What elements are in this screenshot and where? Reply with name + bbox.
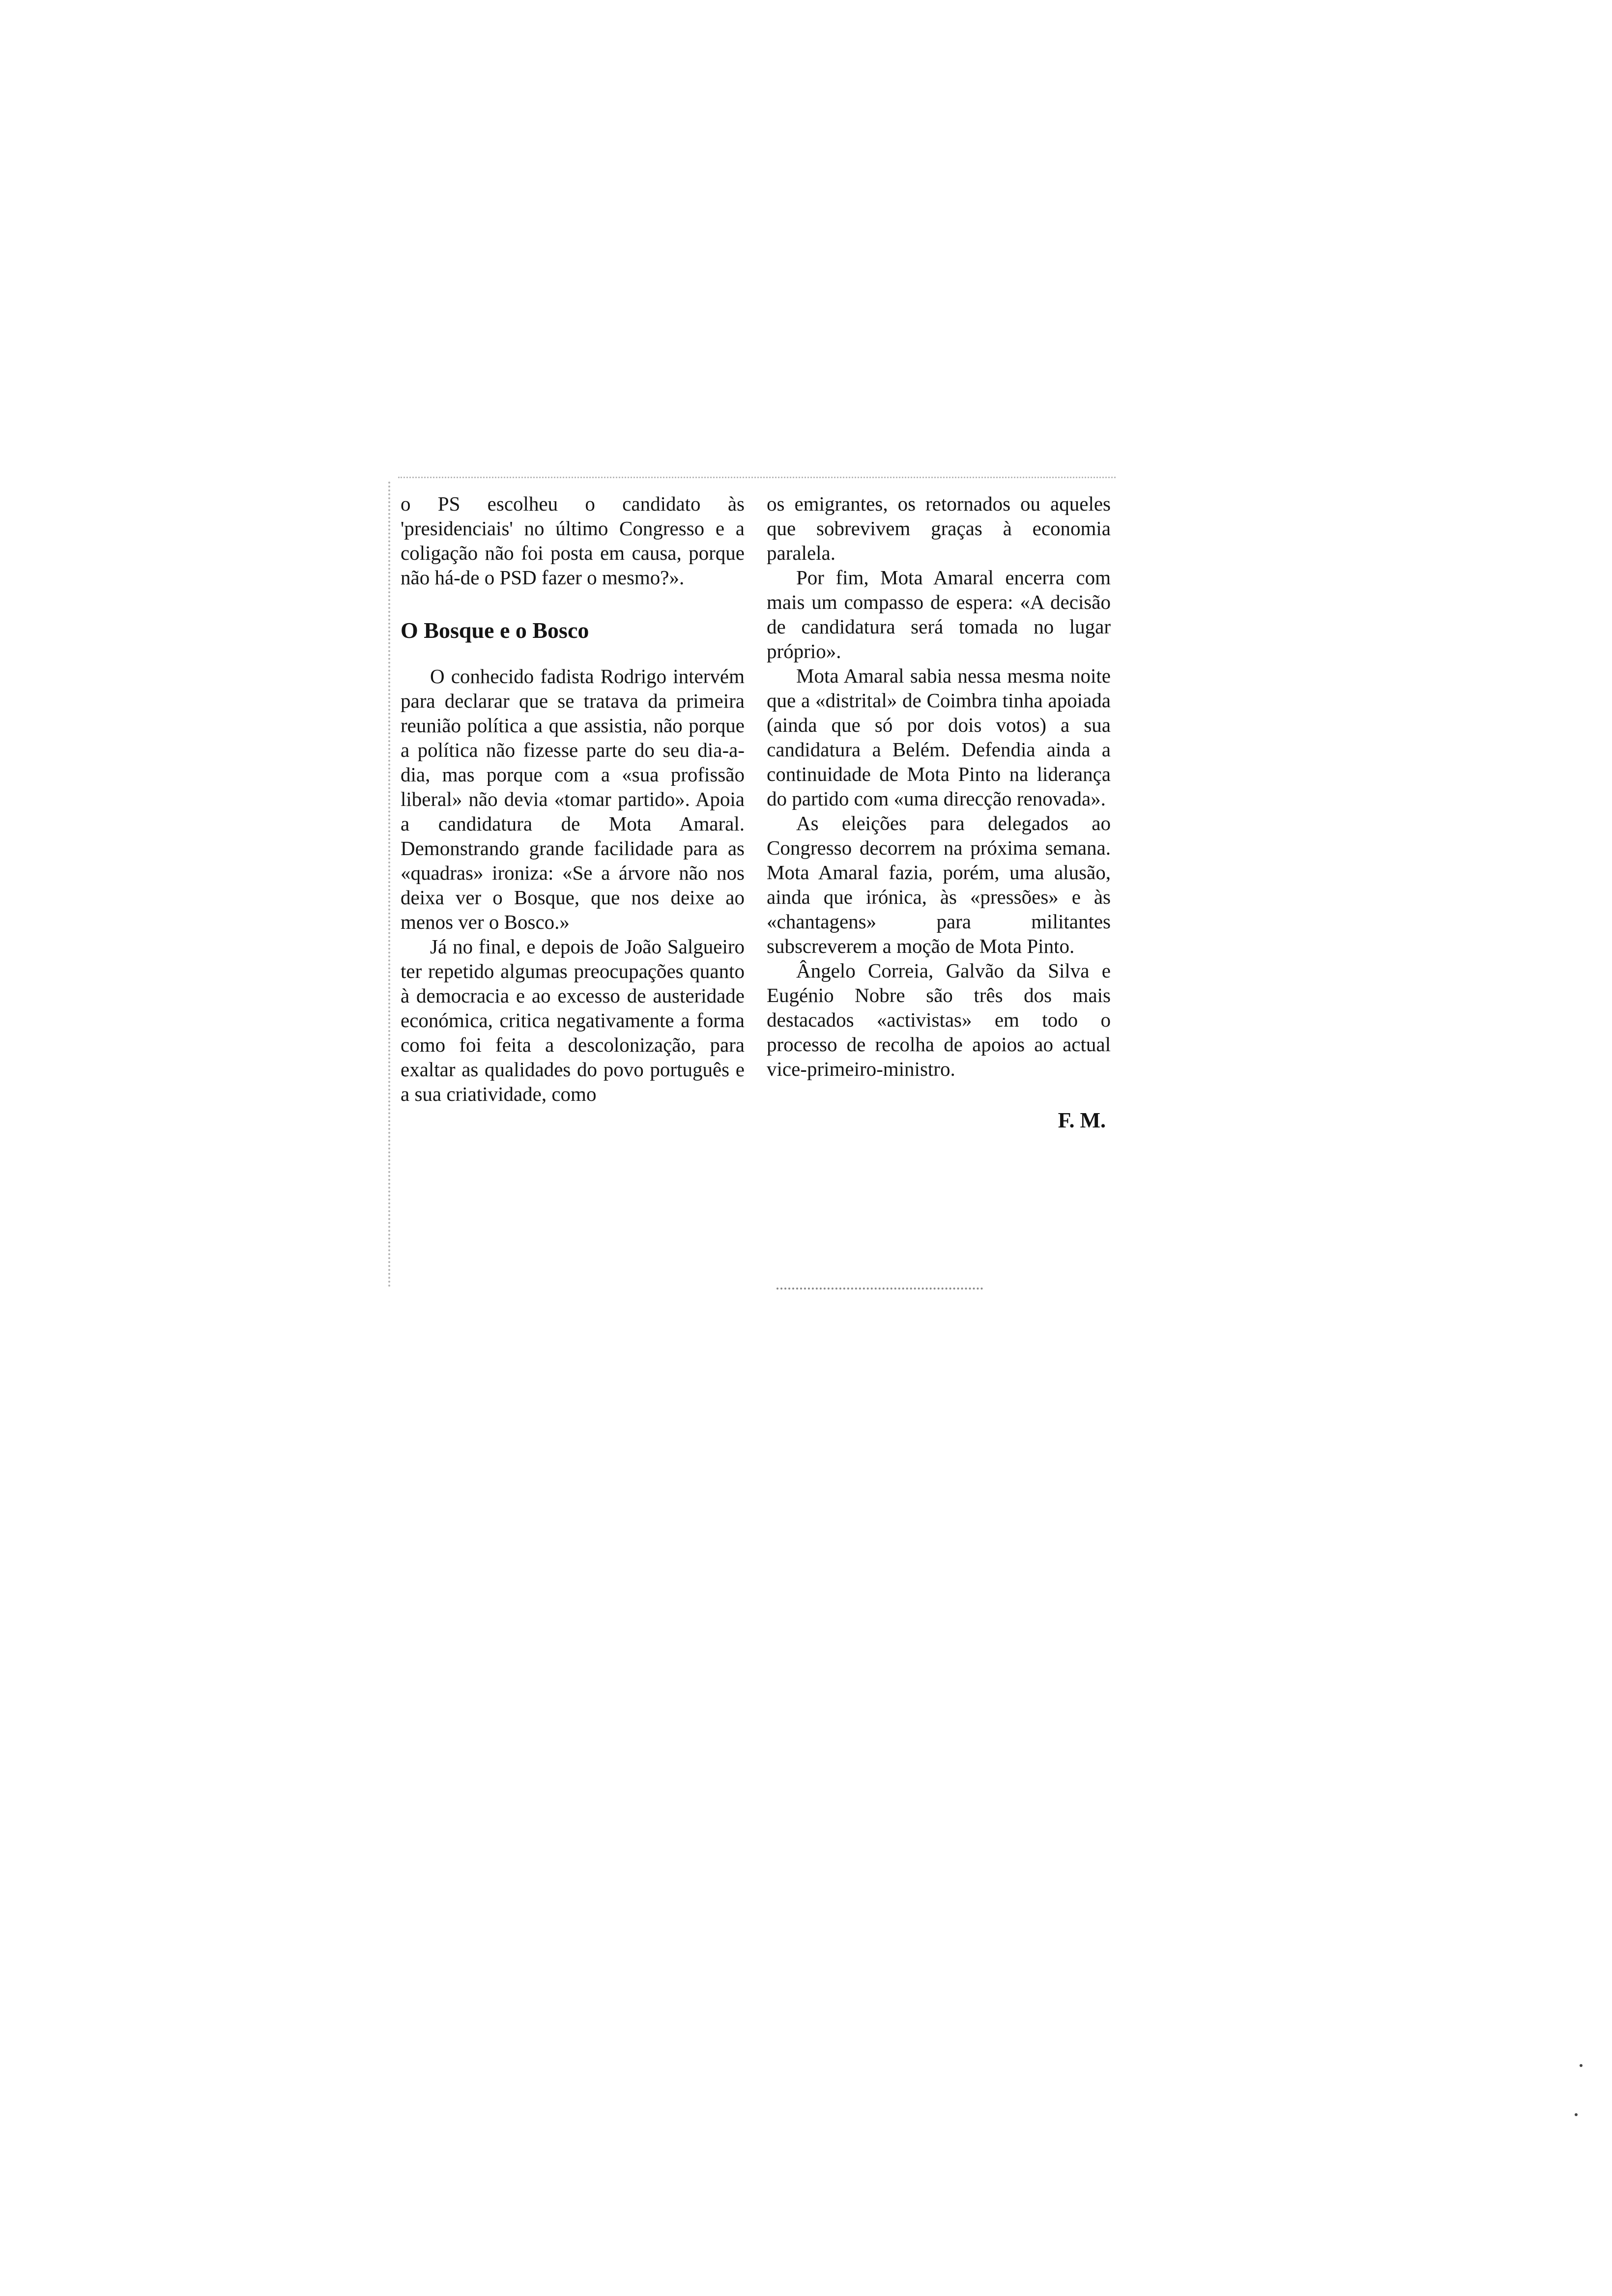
scan-speck bbox=[1580, 2064, 1583, 2067]
article-paragraph: o PS escolheu o candidato às 'presidenciais' no último Congresso e a coligação não foi posta em causa, porque não há-de o PSD fazer o mesmo?». bbox=[401, 492, 745, 589]
article-paragraph: Ângelo Correia, Galvão da Silva e Eugénio Nobre são três dos mais destacados «activistas» em todo o processo de recolha de apoios ao actual vice-primeiro-ministro. bbox=[767, 959, 1111, 1080]
article-paragraph: O conhecido fadista Rodrigo intervém para declarar que se tratava da primeira reunião política a que assistia, não porque a política não fizesse parte do seu dia-a-dia, mas porque com a «sua profissão liberal» não devia «tomar partido». Apoia a candidatura de Mota Amaral. Demonstrando grande facilidade para as «quadras» ironiza: «Se a árvore não nos deixa ver o Bosque, que nos deixe ao menos ver o Bosco.» bbox=[401, 665, 745, 933]
scan-noise-top bbox=[398, 477, 1116, 484]
article-left-column bbox=[401, 491, 745, 1106]
article-right-column bbox=[767, 491, 1111, 1133]
article-paragraph: As eleições para delegados ao Congresso decorrem na próxima semana. Mota Amaral fazia, porém, uma alusão, ainda que irónica, às «pressões» e às «chantagens» para militantes subscreverem a moção de Mota Pinto. bbox=[767, 812, 1111, 957]
newspaper-clipping bbox=[388, 472, 1125, 1307]
scan-noise-left-edge bbox=[388, 482, 397, 1288]
article-paragraph: Mota Amaral sabia nessa mesma noite que a «distrital» de Coimbra tinha apoiada (ainda que só por dois votos) a sua candidatura a Belém. Defendia ainda a continuidade de Mota Pinto na liderança do partido com «uma direcção renovada». bbox=[767, 664, 1111, 810]
article-subheading: O Bosque e o Bosco bbox=[401, 618, 589, 643]
article-paragraph: Já no final, e depois de João Salgueiro ter repetido algumas preocupações quanto à democracia e ao excesso de austeridade económica, critica negativamente a forma como foi feita a descolonização, para exaltar as qualidades do povo português e a sua criatividade, como bbox=[401, 935, 745, 1105]
author-signature: F. M. bbox=[1058, 1108, 1106, 1132]
article-paragraph: os emigrantes, os retornados ou aqueles que sobrevivem graças à economia paralela. bbox=[767, 492, 1111, 564]
scan-noise-bottom bbox=[777, 1288, 983, 1293]
scan-speck bbox=[1575, 2113, 1578, 2116]
article-paragraph: Por fim, Mota Amaral encerra com mais um compasso de espera: «A decisão de candidatura será tomada no lugar próprio». bbox=[767, 566, 1111, 662]
